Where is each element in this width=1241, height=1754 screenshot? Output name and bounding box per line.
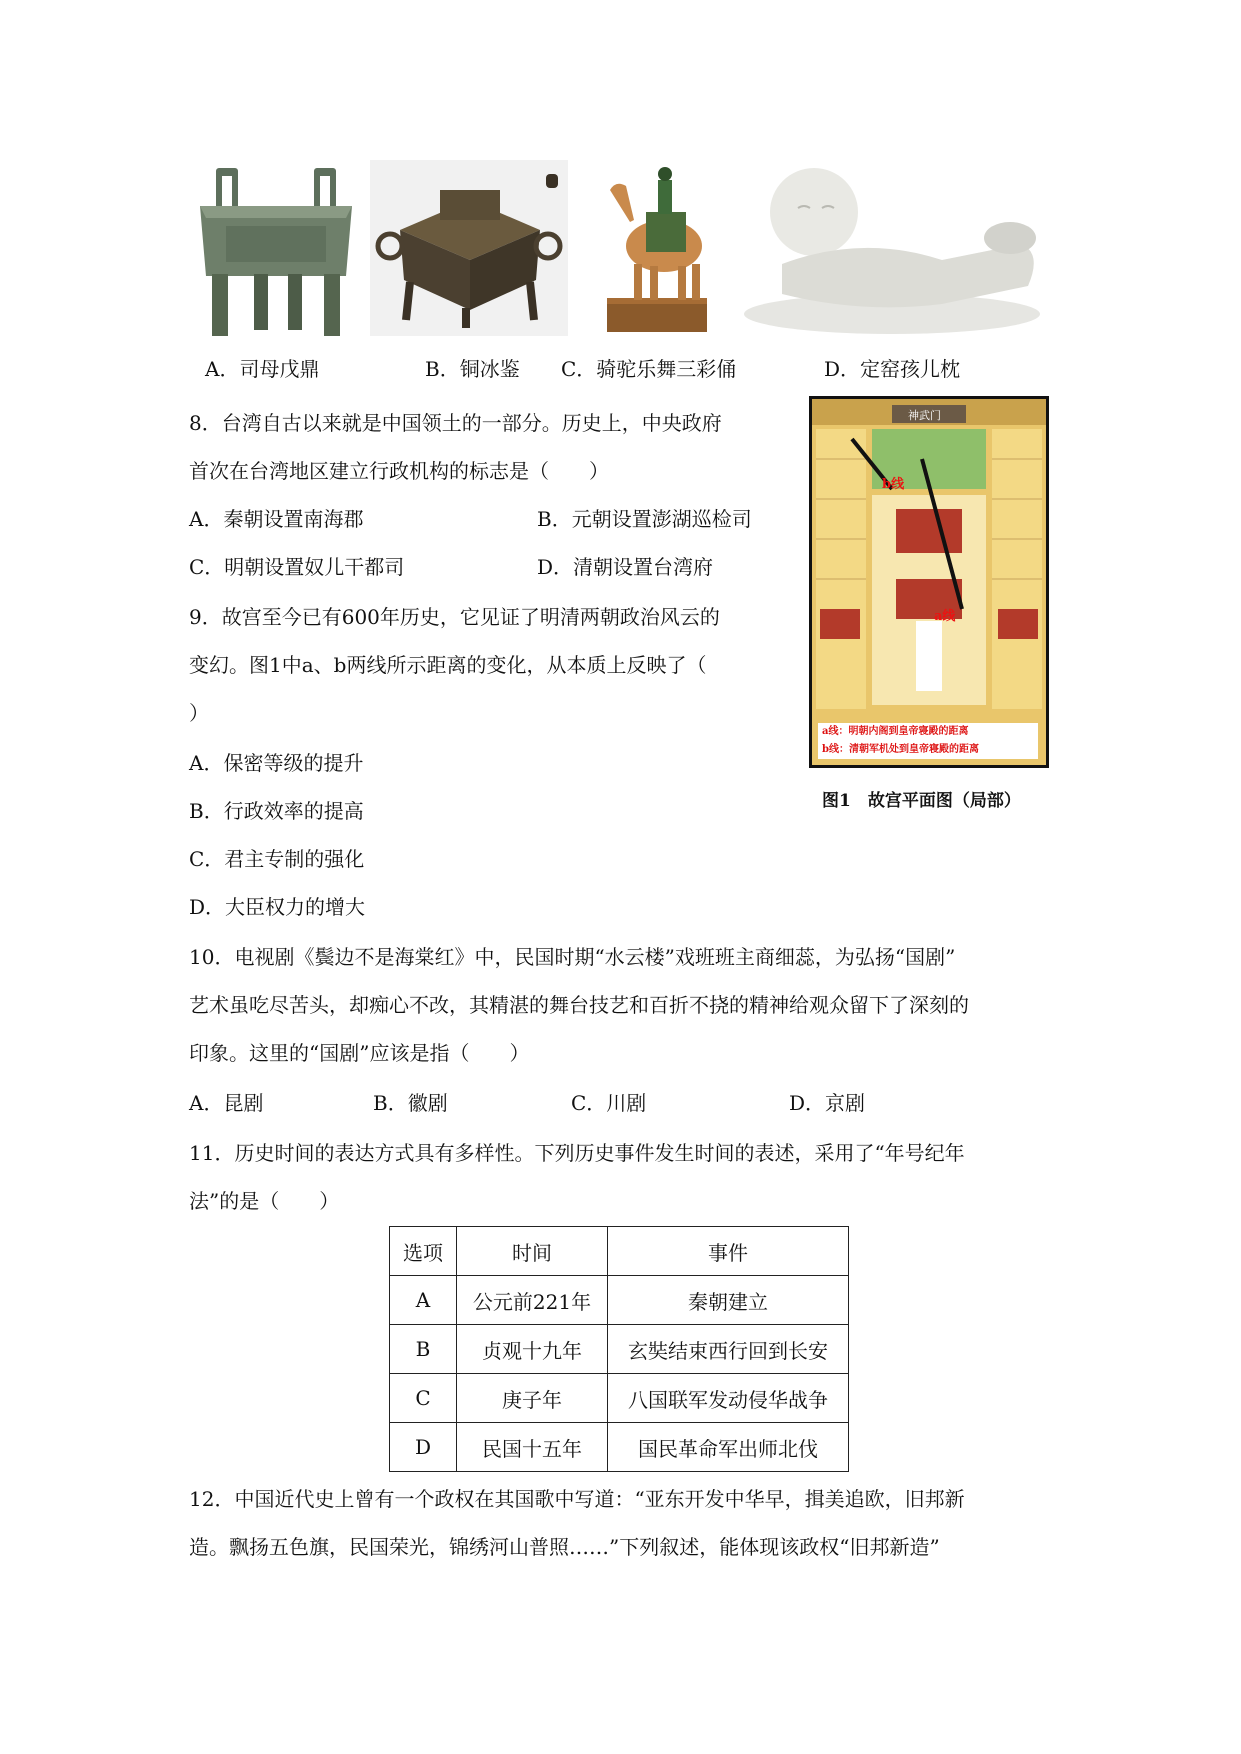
q7-option-d: D．定窑孩儿枕: [824, 357, 961, 381]
map-legend-b: b线：清朝军机处到皇帝寝殿的距离: [822, 744, 979, 755]
q12-stem-line2: 造。飘扬五色旗，民国荣光，锦绣河山普照……”下列叙述，能体现该政权“旧邦新造”: [189, 1535, 940, 1559]
artifact-image-camel-figurine: [602, 160, 712, 336]
table-cell: 国民革命军出师北伐: [608, 1423, 849, 1472]
q9-stem-line1: 9．故宫至今已有600年历史，它见证了明清两朝政治风云的: [189, 605, 720, 629]
q9-option-c: C．君主专制的强化: [189, 847, 365, 871]
artifact-image-ding: [196, 166, 356, 338]
table-header-cell: 时间: [457, 1227, 608, 1276]
map-line-b-mark: b线: [882, 477, 905, 492]
table-row: [390, 1276, 849, 1325]
table-cell: 玄奘结束西行回到长安: [608, 1325, 849, 1374]
q8-option-b: B．元朝设置澎湖巡检司: [537, 507, 752, 531]
q9-stem-line3: ）: [189, 701, 209, 725]
q7-option-b: B．铜冰鉴: [425, 357, 520, 381]
table-cell: B: [390, 1325, 457, 1374]
q11-stem-line1: 11．历史时间的表达方式具有多样性。下列历史事件发生时间的表述，采用了“年号纪年: [189, 1141, 965, 1165]
q7-option-c: C．骑驼乐舞三彩俑: [561, 357, 737, 381]
q10-option-d: D．京剧: [789, 1091, 866, 1115]
q10-stem-line2: 艺术虽吃尽苦头，却痴心不改，其精湛的舞台技艺和百折不挠的精神给观众留下了深刻的: [189, 993, 969, 1017]
q8-option-d: D．清朝设置台湾府: [537, 555, 714, 579]
table-row: [390, 1374, 849, 1423]
q10-stem-line3: 印象。这里的“国剧”应该是指（ ）: [189, 1041, 530, 1065]
table-cell: 庚子年: [457, 1374, 608, 1423]
table-cell: 秦朝建立: [608, 1276, 849, 1325]
q9-option-a: A．保密等级的提升: [189, 751, 364, 775]
table-cell: 八国联军发动侵华战争: [608, 1374, 849, 1423]
map-legend-a: a线：明朝内阁到皇帝寝殿的距离: [822, 726, 969, 737]
table-cell: 贞观十九年: [457, 1325, 608, 1374]
table-cell: D: [390, 1423, 457, 1472]
forbidden-city-map: [809, 396, 1049, 768]
table-header-cell: 事件: [608, 1227, 849, 1276]
q7-option-a: A．司母戊鼎: [205, 357, 320, 381]
artifact-image-bronze-ice-box: [370, 160, 568, 336]
q8-stem-line1: 8．台湾自古以来就是中国领土的一部分。历史上，中央政府: [189, 411, 722, 435]
figure-caption: 图1 故宫平面图（局部）: [822, 791, 1021, 811]
table-cell: A: [390, 1276, 457, 1325]
q9-option-b: B．行政效率的提高: [189, 799, 364, 823]
q10-stem-line1: 10．电视剧《鬓边不是海棠红》中，民国时期“水云楼”戏班班主商细蕊，为弘扬“国剧”: [189, 945, 956, 969]
q12-stem-line1: 12．中国近代史上曾有一个政权在其国歌中写道：“亚东开发中华早，揖美追欧，旧邦新: [189, 1487, 965, 1511]
q9-stem-line2: 变幻。图1中a、b两线所示距离的变化，从本质上反映了（: [189, 653, 707, 677]
q8-option-c: C．明朝设置奴儿干都司: [189, 555, 405, 579]
map-gate-label: 神武门: [908, 409, 941, 422]
q8-stem-line2: 首次在台湾地区建立行政机构的标志是（ ）: [189, 459, 609, 483]
q9-option-d: D．大臣权力的增大: [189, 895, 366, 919]
q10-option-b: B．徽剧: [373, 1091, 448, 1115]
table-cell: C: [390, 1374, 457, 1423]
table-header-cell: 选项: [390, 1227, 457, 1276]
table-row: [390, 1325, 849, 1374]
q10-option-c: C．川剧: [571, 1091, 647, 1115]
table-row: [390, 1423, 849, 1472]
table-cell: 公元前221年: [457, 1276, 608, 1325]
artifact-image-ding-kiln-pillow: [742, 164, 1044, 336]
q8-option-a: A．秦朝设置南海郡: [189, 507, 364, 531]
q11-stem-line2: 法”的是（ ）: [189, 1189, 340, 1213]
table-header-row: [390, 1227, 849, 1276]
map-legend: [818, 723, 1038, 759]
q10-option-a: A．昆剧: [189, 1091, 264, 1115]
map-line-a-mark: a线: [934, 609, 956, 624]
table-cell: 民国十五年: [457, 1423, 608, 1472]
q11-table: [389, 1226, 849, 1472]
